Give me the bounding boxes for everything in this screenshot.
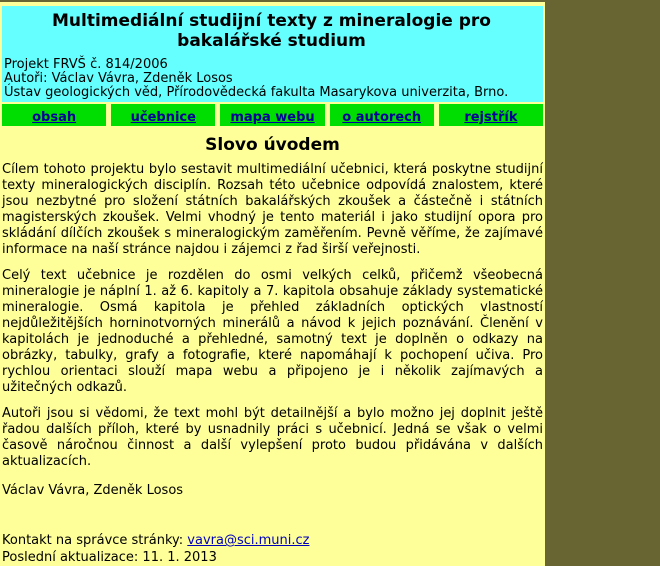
nav-item-obsah[interactable]	[2, 104, 106, 126]
nav-item-o-autorech[interactable]	[330, 104, 434, 126]
intro-paragraph-3: Autoři jsou si vědomi, že text mohl být detailnější a bylo možno jej doplnit ještě řadou dalších příloh, které by usnadnily práci s učebnicí. Jedná se však o velmi časově náročnou činnost a další vylepšení proto budou přidávána v dalších aktualizacích.	[2, 406, 543, 469]
project-info: Projekt FRVŠ č. 814/2006	[4, 57, 168, 72]
authors-info: Autoři: Václav Vávra, Zdeněk Losos	[4, 71, 233, 86]
last-updated: Poslední aktualizace: 11. 1. 2013	[2, 550, 217, 565]
main-nav	[2, 104, 543, 126]
nav-link-rejstrik[interactable]: rejstřík	[464, 110, 518, 125]
contact-label: Kontakt na správce stránky:	[2, 533, 188, 548]
nav-link-o-autorech[interactable]: o autorech	[342, 110, 422, 125]
institution-info: Ústav geologických věd, Přírodovědecká fakulta Masarykova univerzita, Brno.	[4, 85, 509, 100]
nav-item-mapa-webu[interactable]	[220, 104, 324, 126]
intro-paragraph-2: Celý text učebnice je rozdělen do osmi velkých celků, přičemž všeobecná mineralogie je náplní 1. až 6. kapitoly a 7. kapitola obsahuje základy systematické mineralogie. Osmá kapitola je přehled základních optických vlastností nejdůležitějších horninotvorných minerálů a návod k jejich poznávání. Členění v kapitolách je jednoduché a přehledné, samotný text je doplněn o odkazy na obrázky, tabulky, grafy a fotografie, které napomáhají k pochopení učiva. Pro rychlou orientaci slouží mapa webu a připojeno je i několik zajímavých a užitečných odkazů.	[2, 268, 543, 395]
contact-line	[2, 533, 543, 549]
contact-email-link[interactable]: vavra@sci.muni.cz	[187, 533, 310, 548]
page-container	[0, 2, 545, 566]
section-heading: Slovo úvodem	[205, 135, 340, 155]
nav-item-rejstrik[interactable]	[439, 104, 543, 126]
page-title: Multimediální studijní texty z mineralogie pro bakalářské studium	[52, 11, 491, 51]
nav-link-ucebnice[interactable]: učebnice	[130, 110, 196, 125]
nav-item-ucebnice[interactable]	[111, 104, 215, 126]
nav-link-mapa-webu[interactable]: mapa webu	[230, 110, 315, 125]
authors-signature: Václav Vávra, Zdeněk Losos	[2, 483, 184, 498]
intro-paragraph-1: Cílem tohoto projektu bylo sestavit multimediální učebnici, která poskytne studijní texty mineralogických disciplín. Rozsah této učebnice odpovídá znalostem, které jsou nezbytné pro složení státních bakalářských zkoušek a částečně i státních magisterských zkoušek. Velmi vhodný je tento materiál i jako studijní opora pro skládání dílčích zkoušek s mineralogickým zaměřením. Pevně věříme, že zajímavé informace na naší stránce najdou i zájemci z řad širší veřejnosti.	[2, 162, 543, 257]
nav-link-obsah[interactable]: obsah	[32, 110, 77, 125]
page-header	[2, 6, 543, 102]
